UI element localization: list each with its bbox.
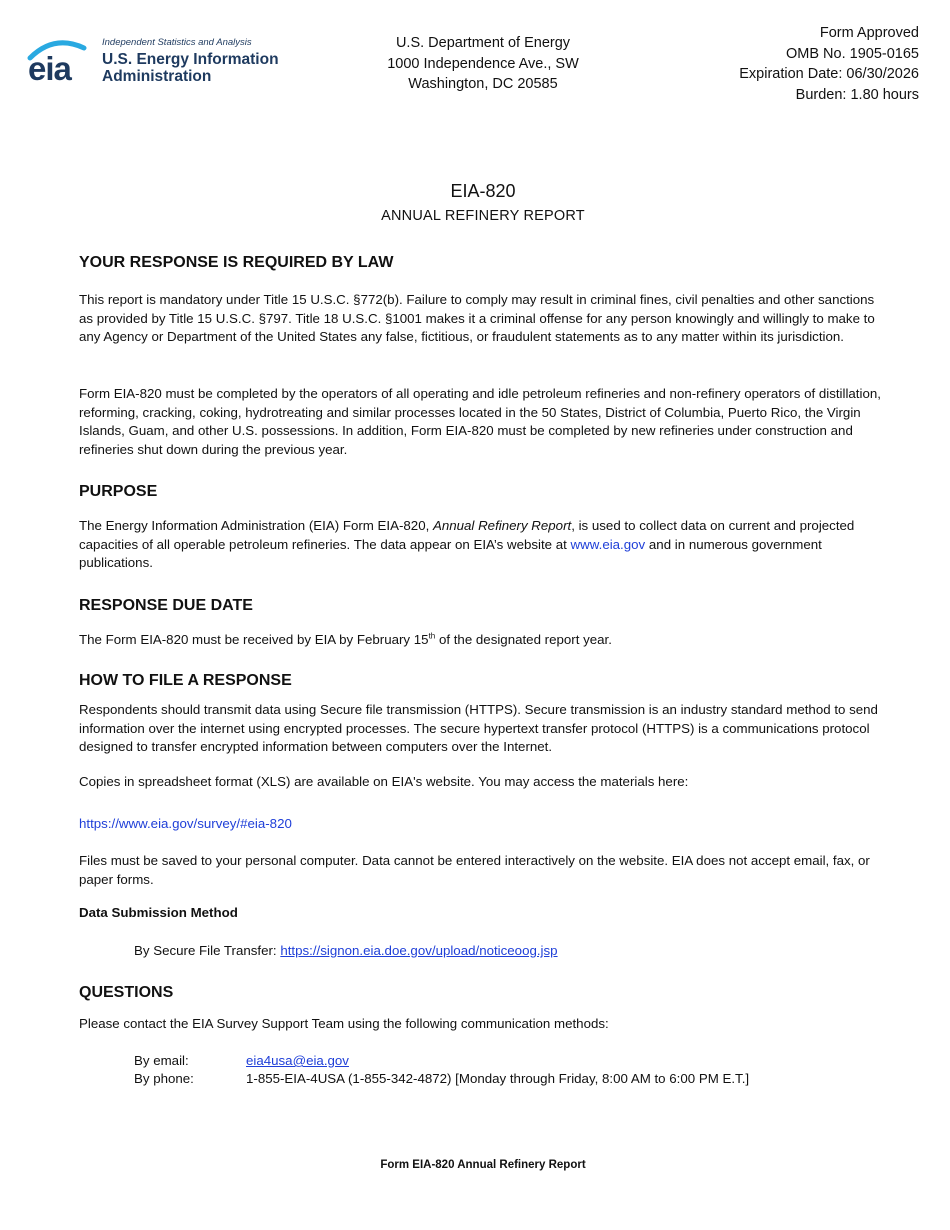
eia-logo <box>24 36 289 86</box>
phone-value: 1-855-EIA-4USA (1-855-342-4872) [Monday through Friday, 8:00 AM to 6:00 PM E.T.] <box>246 1071 750 1086</box>
email-label: By email: <box>134 1053 189 1068</box>
logo-mark-text: eia <box>28 50 71 87</box>
approval-burden: Burden: 1.80 hours <box>795 86 919 103</box>
purpose-heading: PURPOSE <box>79 483 158 500</box>
questions-heading: QUESTIONS <box>79 984 174 1001</box>
page-footer: Form EIA-820 Annual Refinery Report <box>380 1159 586 1171</box>
law-paragraph-2: Form EIA-820 must be completed by the operators of all operating and idle petroleum refineries and non-refinery operators of distillation, reforming, cracking, coking, hydrotreating and similar processes located in the 50 States, District of Columbia, Puerto Rico, the Virgin Islands, Guam, and other U.S. possessions. In addition, Form EIA-820 must be completed by new refineries under construction and refineries shut down during the previous year. <box>79 386 881 457</box>
form-title: ANNUAL REFINERY REPORT <box>381 208 585 224</box>
approval-expiration: Expiration Date: 06/30/2026 <box>739 66 919 82</box>
how-to-file-paragraph-2: Copies in spreadsheet format (XLS) are available on EIA's website. You may access the materials here: <box>79 774 689 789</box>
form-approval-block <box>739 23 919 105</box>
submission-method-label: By Secure File Transfer: <box>134 943 281 958</box>
agency-address <box>330 33 636 95</box>
how-to-file-paragraph-1: Respondents should transmit data using Secure file transmission (HTTPS). Secure transmission is an industry standard method to send information over the internet using encrypted processes. The secure hypertext transfer protocol (HTTPS) is a communications protocol designed to transfer encrypted information between computers over the Internet. <box>79 702 878 755</box>
law-paragraph-1: This report is mandatory under Title 15 U.S.C. §772(b). Failure to comply may result in criminal fines, civil penalties and other sanctions as provided by Title 15 U.S.C. §797. Title 18 U.S.C. §1001 makes it a criminal offense for any person knowingly and willingly to make to any Agency or Department of the United States any false, fictitious, or fraudulent statements as to any matter within its jurisdiction. <box>79 292 875 345</box>
logo-name-line2: Administration <box>102 68 212 86</box>
phone-label: By phone: <box>134 1071 194 1086</box>
logo-text <box>102 38 279 86</box>
purpose-text-b: , is used to collect data on current and projected capacities of all operable petroleum refineries. The data appear on EIA’s website at <box>79 518 855 552</box>
contact-methods <box>134 1053 914 1093</box>
due-date-paragraph <box>79 631 891 650</box>
purpose-text-a: The Energy Information Administration (EIA) Form EIA-820, <box>79 518 433 533</box>
approval-line1: Form Approved <box>819 25 919 41</box>
law-heading: YOUR RESPONSE IS REQUIRED BY LAW <box>79 254 394 271</box>
secure-upload-link[interactable]: https://signon.eia.doe.gov/upload/noticeoog.jsp <box>280 943 558 958</box>
due-ordinal: th <box>428 631 436 641</box>
purpose-paragraph <box>79 517 891 573</box>
logo-name-line1: U.S. Energy Information <box>102 50 279 68</box>
how-to-file-paragraph-3: Files must be saved to your personal computer. Data cannot be entered interactively on the website. EIA does not accept email, fax, or paper forms. <box>79 853 870 887</box>
due-text-a: The Form EIA-820 must be received by EIA by February 15 <box>79 632 429 647</box>
logo-tagline: Independent Statistics and Analysis <box>102 37 252 48</box>
survey-materials-link-line <box>79 815 891 834</box>
support-email-link[interactable]: eia4usa@eia.gov <box>246 1053 349 1068</box>
address-line3: Washington, DC 20585 <box>408 76 558 92</box>
address-line2: 1000 Independence Ave., SW <box>387 55 579 72</box>
questions-intro: Please contact the EIA Survey Support Team using the following communication methods: <box>79 1016 609 1031</box>
submission-method-heading: Data Submission Method <box>79 905 238 920</box>
purpose-report-name: Annual Refinery Report <box>432 518 572 533</box>
due-date-heading: RESPONSE DUE DATE <box>79 597 253 614</box>
approval-omb: OMB No. 1905-0165 <box>786 45 919 62</box>
purpose-text-c: and in numerous government publications. <box>79 536 822 571</box>
due-text-b: of the designated report year. <box>435 632 612 647</box>
submission-method-line <box>134 942 894 961</box>
form-number: EIA-820 <box>450 181 516 201</box>
how-to-file-heading: HOW TO FILE A RESPONSE <box>79 672 292 689</box>
eia-website-link[interactable]: www.eia.gov <box>570 536 646 552</box>
address-line1: U.S. Department of Energy <box>395 35 571 51</box>
survey-materials-link[interactable]: https://www.eia.gov/survey/#eia-820 <box>79 816 292 831</box>
